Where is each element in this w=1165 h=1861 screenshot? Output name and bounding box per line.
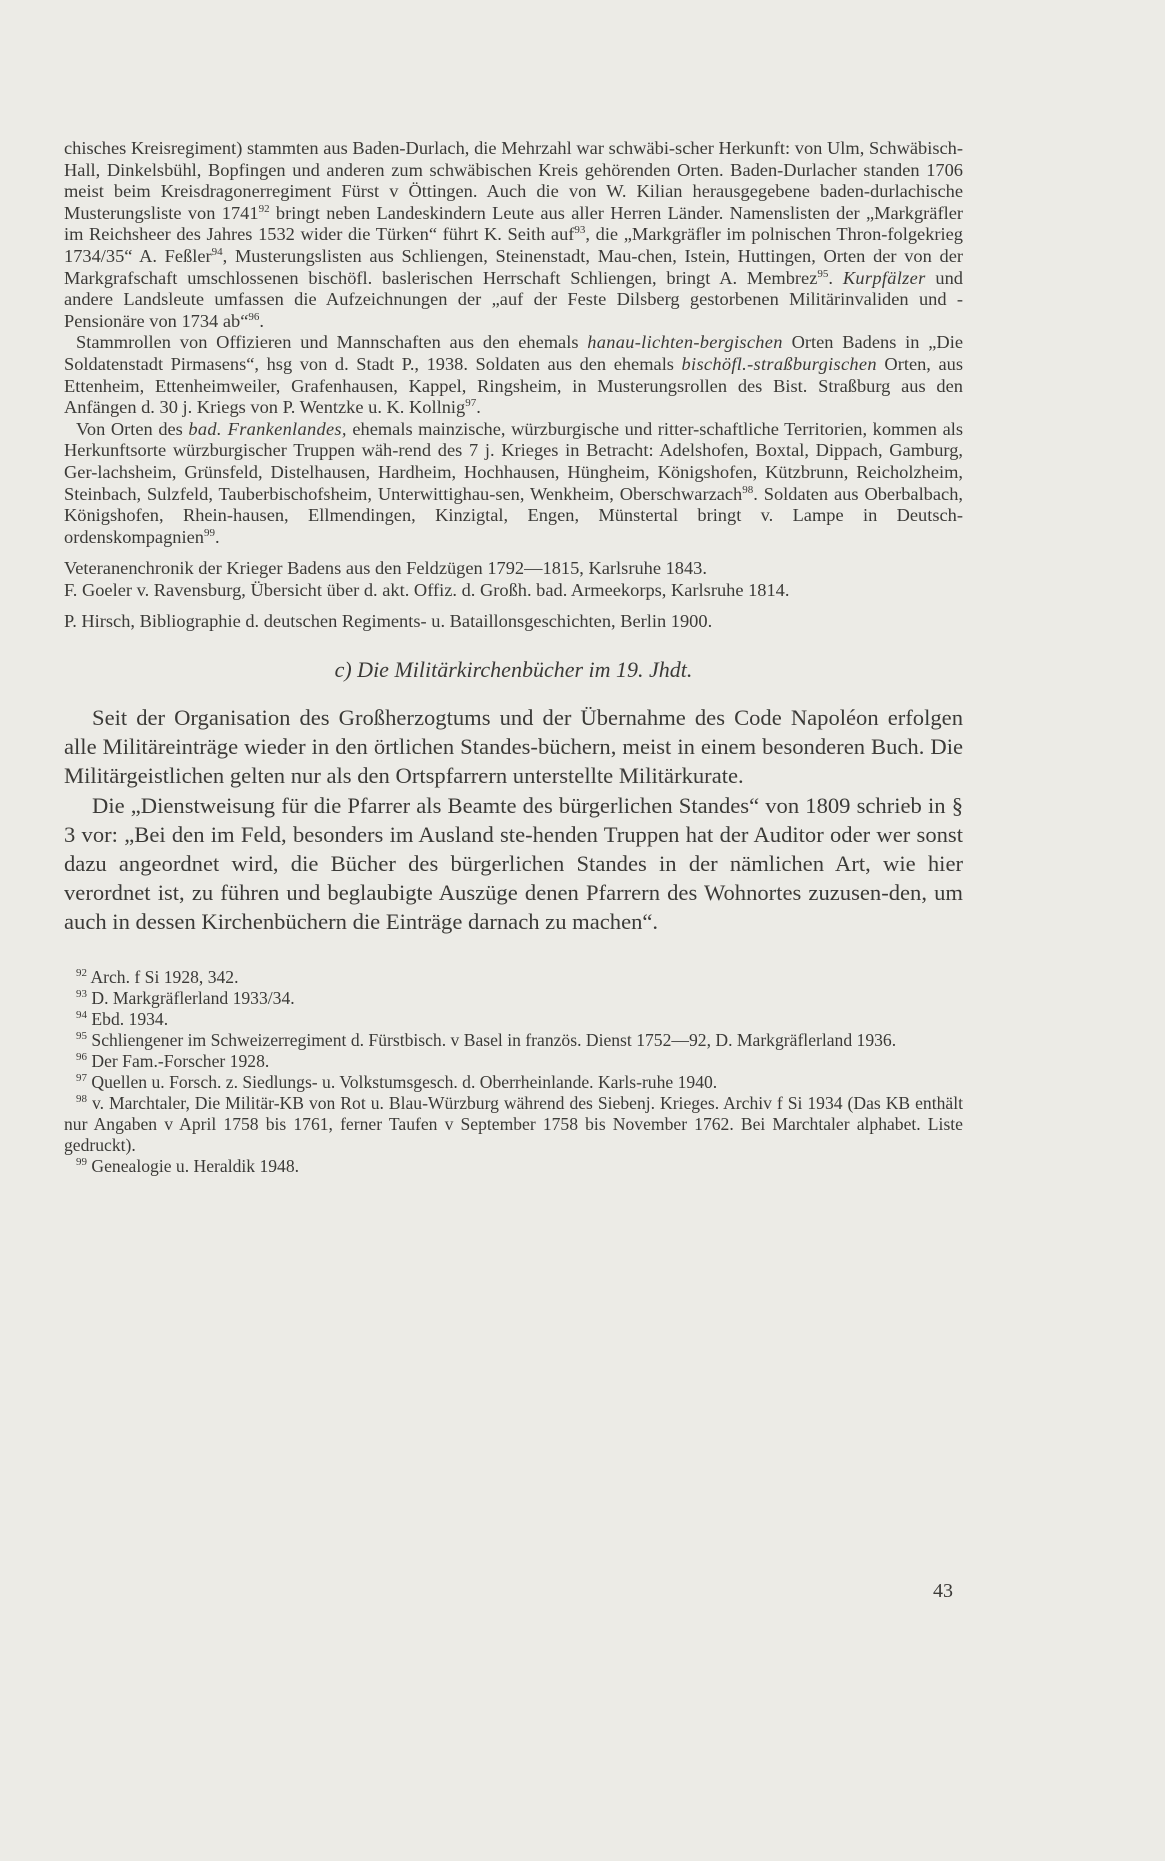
footnote: $^{97}$ Quellen u. Forsch. z. Siedlungs- u. Volkstumsgesch. d. Oberrheinlande. Karls-ruhe 1940. bbox=[76, 1071, 718, 1092]
footnote: $^{96}$ Der Fam.-Forscher 1928. bbox=[76, 1050, 270, 1071]
page-number: 43 bbox=[933, 1580, 953, 1602]
footnotes bbox=[64, 967, 963, 1177]
book-page bbox=[64, 138, 963, 1177]
paragraph-baden-durlach: chisches Kreisregiment) stammten aus Baden-Durlach, die Mehrzahl war schwäbi-scher Herkunft: von Ulm, Schwäbisch-Hall, Dinkelsbühl, Bopfingen und anderen zum schwäbischen Kreis gehörenden Orten. Baden-Durlacher standen 1706 meist beim Kreisdragonerregiment Fürst v Öttingen. Auch die von W. Kilian herausgegebene baden-durlachische Musterungsliste von 1741$^{92}$ bringt neben Landeskindern Leute aus aller Herren Länder. Namenslisten der „Markgräfler im Reichsheer des Jahres 1532 wider die Türken“ führt K. Seith auf$^{93}$, die „Markgräfler im polnischen Thron-folgekrieg 1734/35“ A. Feßler$^{94}$, Musterungslisten aus Schliengen, Steinenstadt, Mau-chen, Istein, Huttingen, Orten der von der Markgrafschaft umschlossenen bischöfl. baslerischen Herrschaft Schliengen, bringt A. Membrez$^{95}$. Kurpfälzer und andere Landsleute umfassen die Aufzeichnungen der „auf der Feste Dilsberg gestorbenen Militärinvaliden und -Pensionäre von 1734 ab“$^{96}$. bbox=[64, 138, 963, 331]
footnote: $^{94}$ Ebd. 1934. bbox=[76, 1008, 169, 1029]
reference-item: Veteranenchronik der Krieger Badens aus den Feldzügen 1792—1815, Karlsruhe 1843. bbox=[64, 558, 707, 579]
section-heading: c) Die Militärkirchenbücher im 19. Jhdt. bbox=[334, 657, 693, 683]
reference-item: P. Hirsch, Bibliographie d. deutschen Regiments- u. Bataillonsgeschichten, Berlin 1900. bbox=[64, 611, 713, 632]
footnote: $^{98}$ v. Marchtaler, Die Militär-KB von Rot u. Blau-Würzburg während des Siebenj. Krieges. Archiv f Si 1934 (Das KB enthält nur Angaben v April 1758 bis 1761, ferner Taufen v September 1758 bis November 1762. Bei Marchtaler alphabet. Liste gedruckt). bbox=[64, 1092, 963, 1155]
reference-list bbox=[64, 558, 963, 633]
paragraph-frankenland: Von Orten des bad. Frankenlandes, ehemals mainzische, würzburgische und ritter-schaftliche Territorien, kommen als Herkunftsorte würzburgischer Truppen wäh-rend des 7 j. Krieges in Betracht: Adelshofen, Boxtal, Dippach, Gamburg, Ger-lachsheim, Grünsfeld, Distelhausen, Hardheim, Hochhausen, Hüngheim, Königshofen, Kützbrunn, Reicholzheim, Steinbach, Sulzfeld, Tauberbischofsheim, Unterwittighau-sen, Wenkheim, Oberschwarzach$^{98}$. Soldaten aus Oberbalbach, Königshofen, Rhein-hausen, Ellmendingen, Kinzigtal, Engen, Münstertal bringt v. Lampe in Deutsch-ordenskompagnien$^{99}$. bbox=[64, 418, 963, 547]
footnote: $^{95}$ Schliengener im Schweizerregiment d. Fürstbisch. v Basel in französ. Dienst 1752—92, D. Markgräflerland 1936. bbox=[76, 1029, 897, 1050]
footnote: $^{93}$ D. Markgräflerland 1933/34. bbox=[76, 987, 295, 1008]
paragraph-stammrollen: Stammrollen von Offizieren und Mannschaften aus den ehemals hanau-lichten-bergischen Orten Badens in „Die Soldatenstadt Pirmasens“, hsg von d. Stadt P., 1938. Soldaten aus den ehemals bischöfl.-straßburgischen Orten, aus Ettenheim, Ettenheimweiler, Grafenhausen, Kappel, Ringsheim, in Musterungsrollen des Bist. Straßburg aus den Anfängen d. 30 j. Kriegs von P. Wentzke u. K. Kollnig$^{97}$. bbox=[64, 332, 963, 418]
footnote: $^{99}$ Genealogie u. Heraldik 1948. bbox=[76, 1155, 300, 1176]
body-paragraph: Seit der Organisation des Großherzogtums und der Übernahme des Code Napoléon erfolgen alle Militäreinträge wieder in den örtlichen Standes-büchern, meist in einem besonderen Buch. Die Militärgeistlichen gelten nur als den Ortspfarrern unterstellte Militärkurate. bbox=[64, 705, 963, 789]
body-paragraph: Die „Dienstweisung für die Pfarrer als Beamte des bürgerlichen Standes“ von 1809 schrieb in § 3 vor: „Bei den im Feld, besonders im Ausland ste-henden Truppen hat der Auditor oder wer sonst dazu angeordnet wird, die Bücher des bürgerlichen Standes in der nämlichen Art, wie hier verordnet ist, zu führen und beglaubigte Auszüge denen Pfarrern des Wohnortes zuzusen-den, um auch in dessen Kirchenbüchern die Einträge darnach zu machen“. bbox=[64, 792, 963, 935]
reference-item: F. Goeler v. Ravensburg, Übersicht über d. akt. Offiz. d. Großh. bad. Armeekorps, Karlsruhe 1814. bbox=[64, 579, 790, 600]
footnote: $^{92}$ Arch. f Si 1928, 342. bbox=[76, 966, 239, 987]
